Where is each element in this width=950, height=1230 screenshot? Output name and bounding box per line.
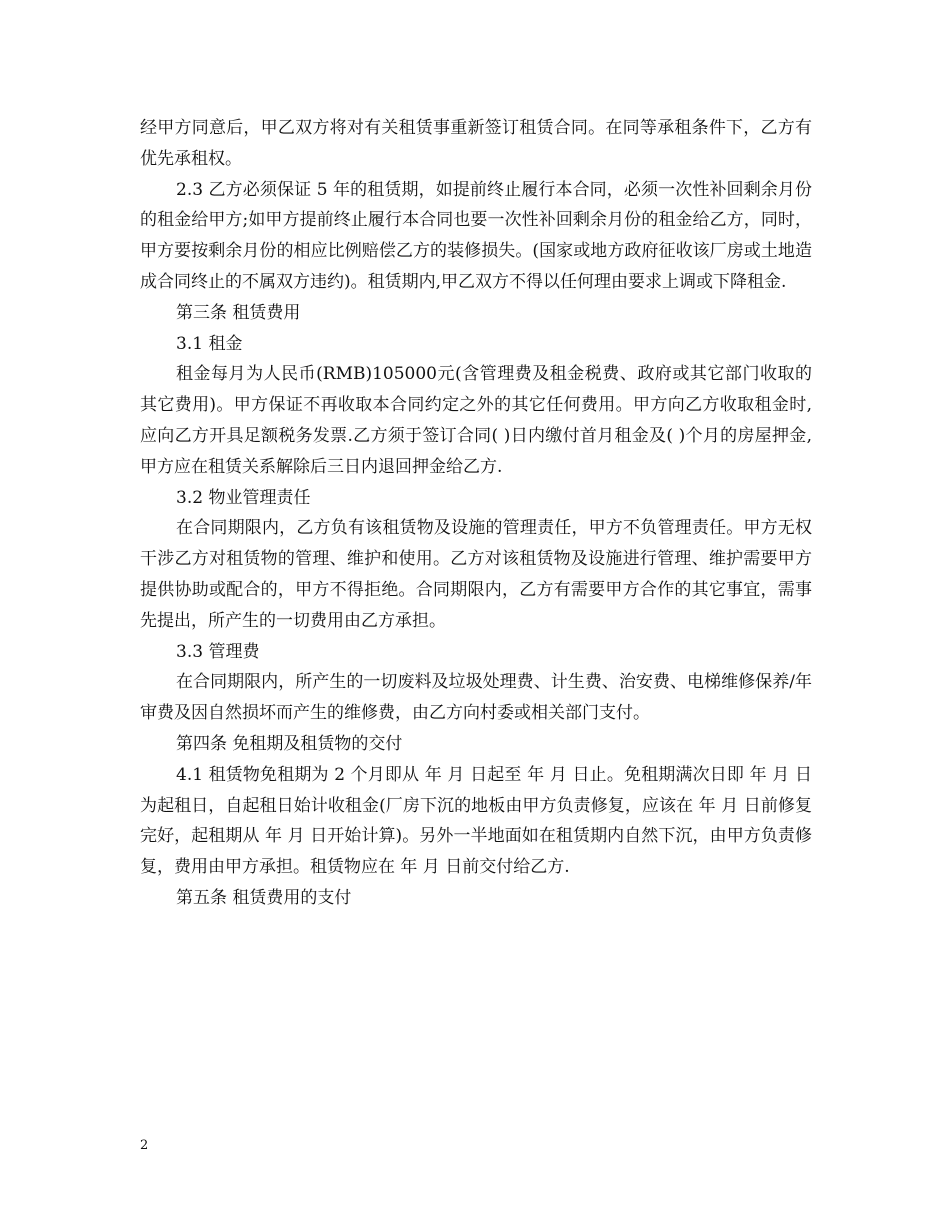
section-3-3-heading: 3.3 管理费 — [176, 641, 260, 662]
article-5-heading: 第五条 租赁费用的支付 — [176, 887, 352, 908]
paragraph-2-3: 2.3 乙方必须保证 5 年的租赁期，如提前终止履行本合同，必须一次性补回剩余月份的租金给甲方;如甲方提前终止履行本合同也要一次性补回剩余月份的租金给乙方，同时，甲方要按剩余月份的相应比例赔偿乙方的装修损失。(国家或地方政府征收该厂房或土地造成合同终止的不属双方违约)。租赁期内,甲乙双方不得以任何理由要求上调或下降租金. — [140, 179, 812, 292]
paragraph-property-management: 在合同期限内，乙方负有该租赁物及设施的管理责任，甲方不负管理责任。甲方无权干涉乙方对租赁物的管理、维护和使用。乙方对该租赁物及设施进行管理、维护需要甲方提供协助或配合的，甲方不得拒绝。合同期限内，乙方有需要甲方合作的其它事宜，需事先提出，所产生的一切费用由乙方承担。 — [140, 518, 812, 631]
paragraph-1: 经甲方同意后，甲乙双方将对有关租赁事重新签订租赁合同。在同等承租条件下，乙方有优先承租权。 — [140, 118, 812, 169]
page-number: 2 — [140, 1138, 149, 1153]
body-text — [140, 113, 812, 914]
section-3-2-heading: 3.2 物业管理责任 — [176, 487, 311, 508]
paragraph-rent: 租金每月为人民币(RMB)105000元(含管理费及租金税费、政府或其它部门收取的其它费用)。甲方保证不再收取本合同约定之外的其它任何费用。甲方向乙方收取租金时,应向乙方开具足额税务发票.乙方须于签订合同( )日内缴付首月租金及( )个月的房屋押金,甲方应在租赁关系解除后三日内退回押金给乙方. — [140, 364, 812, 477]
paragraph-4-1: 4.1 租赁物免租期为 2 个月即从 年 月 日起至 年 月 日止。免租期满次日即 年 月 日为起租日，自起租日始计收租金(厂房下沉的地板由甲方负责修复，应该在 年 月 日前修复完好，起租期从 年 月 日开始计算)。另外一半地面如在租赁期内自然下沉，由甲方负责修复，费用由甲方承担。租赁物应在 年 月 日前交付给乙方. — [140, 764, 812, 878]
section-3-1-heading: 3.1 租金 — [176, 333, 243, 354]
paragraph-management-fee: 在合同期限内，所产生的一切废料及垃圾处理费、计生费、治安费、电梯维修保养/年审费及因自然损坏而产生的维修费，由乙方向村委或相关部门支付。 — [140, 672, 812, 724]
article-4-heading: 第四条 免租期及租赁物的交付 — [176, 733, 403, 754]
article-3-heading: 第三条 租赁费用 — [176, 302, 301, 323]
